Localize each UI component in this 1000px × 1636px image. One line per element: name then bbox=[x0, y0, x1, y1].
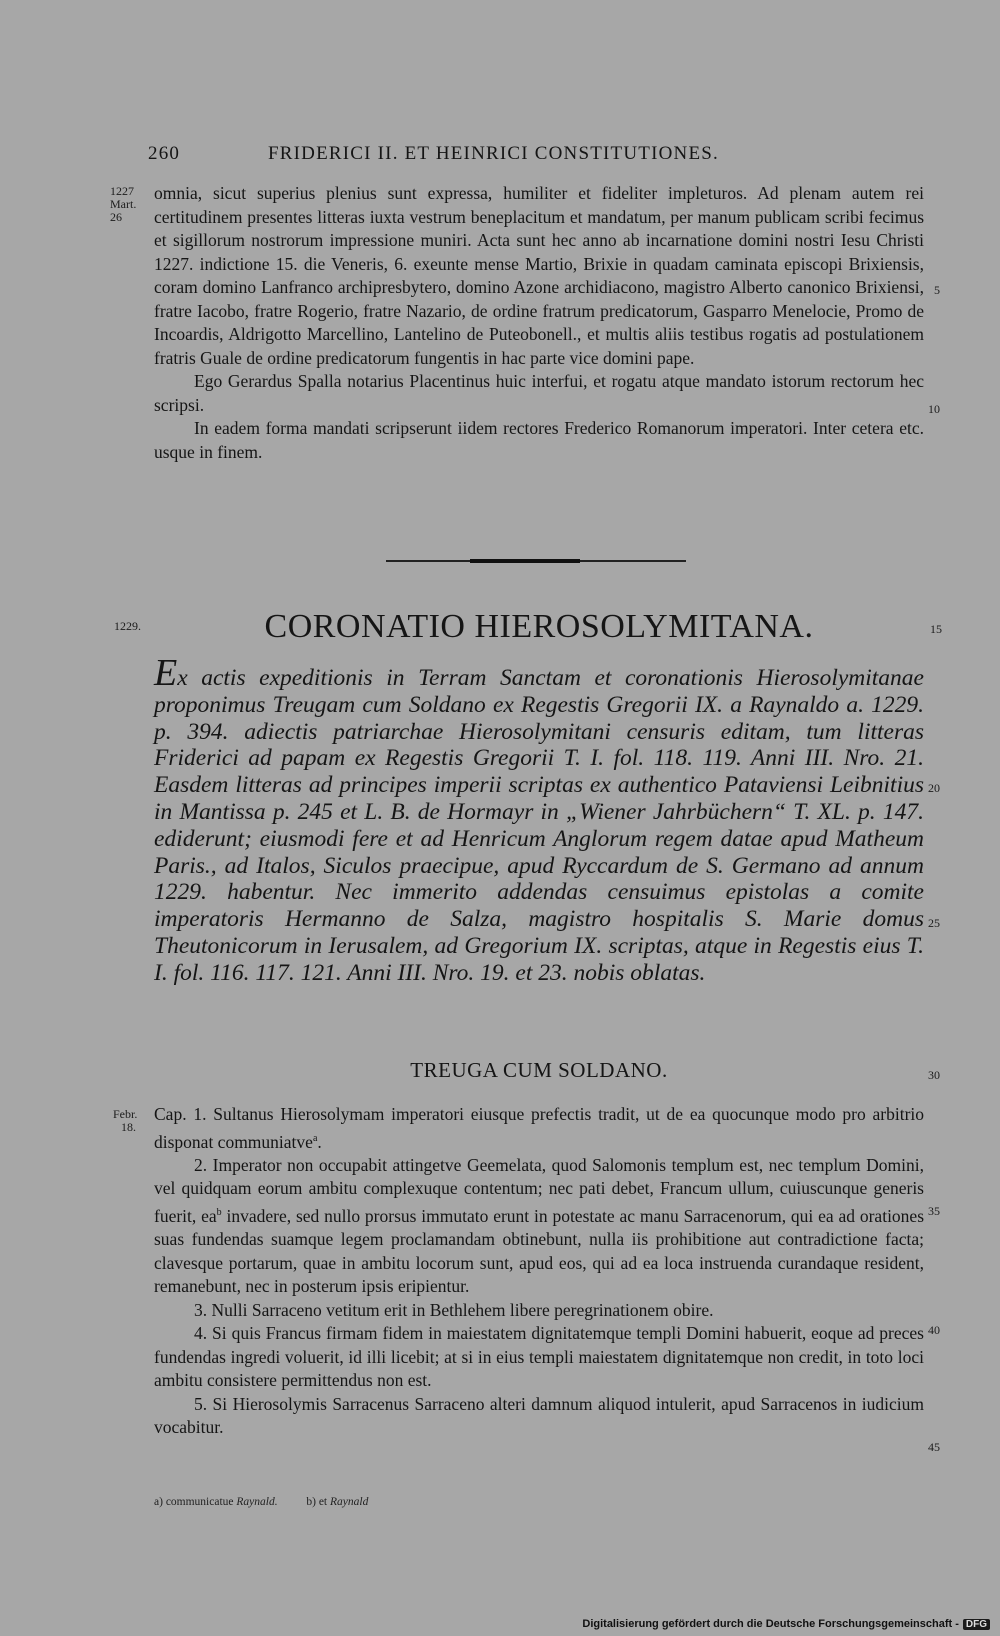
intro-paragraph bbox=[154, 652, 924, 987]
margin-date-day: 18. bbox=[121, 1120, 136, 1134]
cap-2-text-a: 2. Imperator non occupabit attingetve Geemelata, quod Salomonis templum est, nec templum Domini, vel quidquam eorum ambitu complexuque contentum; nec pati debet, Francum ullum, cuiuscunque generis fuerit, ea bbox=[154, 1154, 924, 1226]
line-number-45: 45 bbox=[928, 1440, 940, 1454]
cap-1-text: Sultanus Hierosolymam imperatori eiusque prefectis tradit, ut de ea quocunque modo pro arbitrio disponat communiatve bbox=[154, 1104, 925, 1152]
page-number: 260 bbox=[148, 143, 181, 164]
digitization-credit bbox=[582, 1618, 990, 1630]
margin-date-1229: 1229. bbox=[114, 619, 141, 633]
cap-2-text-b: invadere, sed nullo prorsus immutato erunt in potestate ac manu Sarracenorum, qui ea ad orationes suas fundendas suamque legem proclamandam obtinebunt, nulla iis prohibitione aut contradictione facta; clavesque portarum, quae in ambitu locorum sunt, apud eos, qui ad ea loca instruenda curandaque resident, remanebunt, nec in posterum ipsis eripientur. bbox=[154, 1205, 925, 1297]
margin-date-1227 bbox=[110, 185, 136, 224]
margin-date-month: Mart. bbox=[110, 197, 137, 211]
margin-date-year: 1227 bbox=[110, 184, 134, 198]
cap-label: Cap. 1. bbox=[154, 1104, 207, 1124]
line-number-20: 20 bbox=[928, 781, 940, 795]
margin-date-febr bbox=[113, 1108, 137, 1134]
margin-date-month: Febr. bbox=[113, 1107, 138, 1121]
footnote-ref-a: a bbox=[312, 1132, 318, 1144]
footnote-b-source: Raynald bbox=[330, 1496, 369, 1508]
treuga-text-block bbox=[154, 1103, 924, 1440]
line-number-15: 15 bbox=[930, 622, 942, 636]
dfg-logo: DFG bbox=[963, 1619, 990, 1630]
treuga-cap-2 bbox=[154, 1154, 924, 1299]
margin-date-day: 26 bbox=[110, 210, 122, 224]
treuga-cap-4: 4. Si quis Francus firmam fidem in maiestatem dignitatemque templi Domini habuerit, eoque ad preces fundendas ingredi voluerit, id illi licebit; at si in eius templi maiestatem dignitatemque non credit, in toto loci ambitu consistere permittendus non est. bbox=[154, 1323, 924, 1391]
treuga-cap-5: 5. Si Hierosolymis Sarracenus Sarraceno alteri damnum aliquod intulerit, apud Sarracenos in iudicium vocabitur. bbox=[154, 1393, 924, 1438]
credit-text: Digitalisierung gefördert durch die Deutsche Forschungsgemeinschaft - bbox=[582, 1618, 959, 1630]
line-number-35: 35 bbox=[928, 1204, 940, 1218]
footnotes bbox=[154, 1496, 368, 1508]
line-number-30: 30 bbox=[928, 1068, 940, 1082]
footnote-a-mark: a) bbox=[154, 1496, 163, 1508]
paragraph-eadem-forma: In eadem forma mandati scripserunt iidem rectores Frederico Romanorum imperatori. Inter cetera etc. usque in finem. bbox=[154, 418, 924, 462]
footnote-ref-b: b bbox=[216, 1206, 222, 1218]
footnote-b-text: et bbox=[318, 1496, 328, 1508]
treuga-cap-1: Cap. 1. Sultanus Hierosolymam imperatori eiusque prefectis tradit, ut de ea quocunque modo pro arbitrio disponat communiatve$^a$. bbox=[154, 1104, 925, 1152]
top-text-block bbox=[154, 182, 924, 464]
line-number-40: 40 bbox=[928, 1323, 940, 1337]
paragraph-notarius: Ego Gerardus Spalla notarius Placentinus huic interfui, et rogatu atque mandato istorum rectorum hec scripsi. bbox=[154, 371, 924, 415]
section-title: CORONATIO HIEROSOLYMITANA. bbox=[264, 608, 814, 645]
line-number-25: 25 bbox=[928, 916, 940, 930]
intro-text: x actis expeditionis in Terram Sanctam et coronationis Hierosolymitanae proponimus Treugam cum Soldano ex Regestis Gregorii IX. a Raynaldo a. 1229. p. 394. adiectis patriarchae Hierosolymitani censuris editam, tum litteras Friderici ad papam ex Regestis Gregorii T. I. fol. 118. 119. Anni III. Nro. 21. Easdem litteras ad principes imperii scriptas ex authentico Pataviensi Leibnitius in Mantissa p. 245 et L. B. de Hormayr in „Wiener Jahrbüchern“ T. XL. p. 147. ediderunt; eiusmodi fere et ad Henricum Anglorum regem datae apud Matheum Paris., ad Italos, Siculos praecipue, apud Ryccardum de S. Germano ad annum 1229. habentur. Nec immerito addendas censuimus epistolas a comite imperatoris Hermanno de Salza, magistro hospitalis S. Marie domus Theutonicorum in Ierusalem, ad Gregorium IX. scriptas, atque in Regestis eius T. I. fol. 116. 117. 121. Anni III. Nro. 19. et 23. nobis oblatas. bbox=[154, 665, 924, 986]
line-number-10: 10 bbox=[928, 402, 940, 416]
footnote-a-text: communicatue bbox=[165, 1496, 234, 1508]
intro-dropcap: E bbox=[154, 652, 178, 694]
footnote-b-mark: b) bbox=[306, 1496, 316, 1508]
running-title: FRIDERICI II. ET HEINRICI CONSTITUTIONES. bbox=[268, 143, 719, 164]
line-number-5: 5 bbox=[934, 283, 940, 297]
treuga-heading: TREUGA CUM SOLDANO. bbox=[410, 1058, 668, 1082]
footnote-a-source: Raynald. bbox=[236, 1496, 278, 1508]
section-divider-center bbox=[470, 559, 580, 563]
paragraph-acta: omnia, sicut superius plenius sunt expressa, humiliter et fideliter impleturos. Ad plenam autem rei certitudinem presentes litteras iuxta vestrum beneplacitum et mandatum, per manum publicam scribi fecimus et sigillorum nostrorum impressione muniri. Acta sunt hec anno ab incarnatione domini nostri Iesu Christi 1227. indictione 15. die Veneris, 6. exeunte mense Martio, Brixie in quadam caminata episcopi Brixiensis, coram domino Lanfranco archipresbytero, domino Azone archidiacono, magistro Alberto canonico Brixiensi, fratre Iacobo, fratre Rogerio, fratre Nazario, de ordine fratrum predicatorum, Gasparro Menelocie, Promo de Incoardis, Aldrigotto Marcellino, Lantelino de Puteobonell., et multis aliis testibus rogatis ad postulationem fratris Guale de ordine predicatorum fungentis in hac parte vice domini pape. bbox=[154, 183, 924, 368]
treuga-cap-3: 3. Nulli Sarraceno vetitum erit in Bethlehem libere peregrinationem obire. bbox=[194, 1299, 714, 1320]
